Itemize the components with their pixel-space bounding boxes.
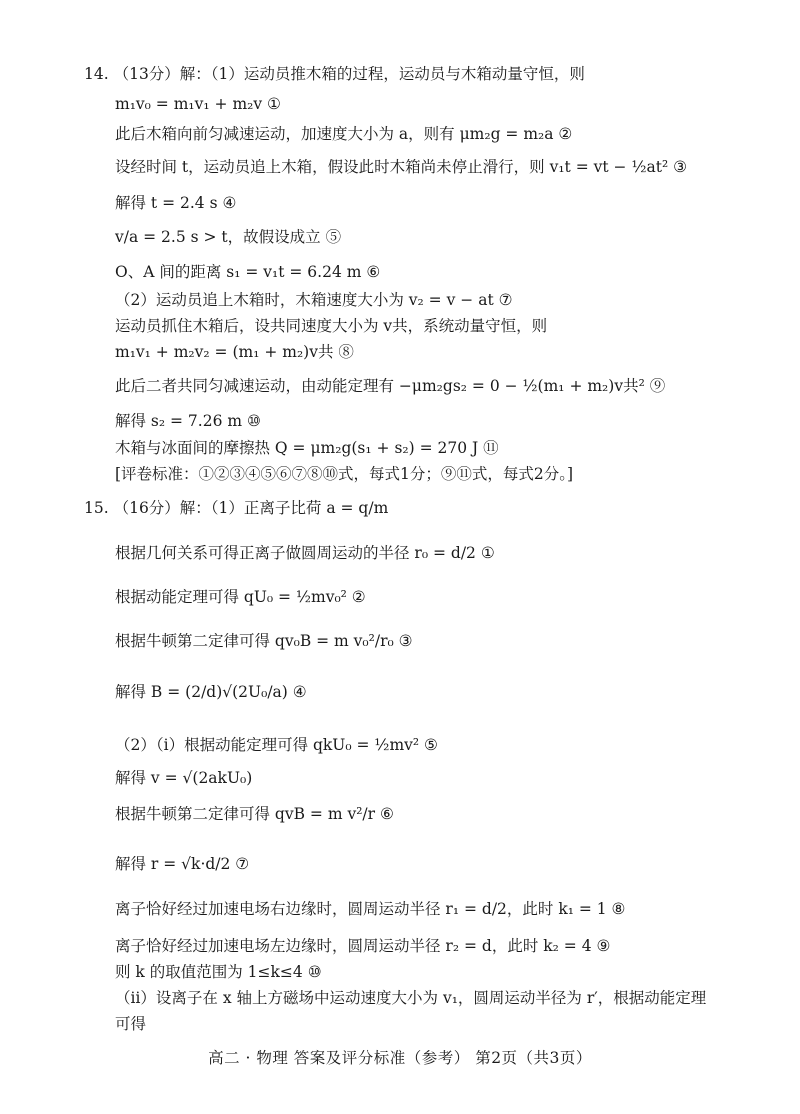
- equation-line: m₁v₁ + m₂v₂ = (m₁ + m₂)v共 ⑧: [115, 343, 354, 361]
- solution-line: 解得 v = √(2akU₀): [115, 769, 253, 787]
- solution-line: （ⅱ）设离子在 x 轴上方磁场中运动速度大小为 v₁，圆周运动半径为 r′，根据动能定理: [115, 989, 707, 1007]
- solution-line: 根据动能定理可得 qU₀ = ½mv₀² ②: [115, 588, 366, 606]
- solution-line: O、A 间的距离 s₁ = v₁t = 6.24 m ⑥: [115, 263, 381, 281]
- solution-line: 可得: [115, 1015, 147, 1033]
- solution-line: 运动员抓住木箱后，设共同速度大小为 v共，系统动量守恒，则: [115, 317, 548, 335]
- problem-14-heading: 14. （13分）解：（1）运动员推木箱的过程，运动员与木箱动量守恒，则: [84, 65, 585, 83]
- solution-line: 解得 B = (2/d)√(2U₀/a) ④: [115, 683, 307, 701]
- solution-line: 设经时间 t，运动员追上木箱，假设此时木箱尚未停止滑行，则 v₁t = vt − ½at² ③: [115, 158, 687, 176]
- solution-line: 根据牛顿第二定律可得 qv₀B = m v₀²/r₀ ③: [115, 632, 413, 650]
- solution-line: 此后木箱向前匀减速运动，加速度大小为 a，则有 μm₂g = m₂a ②: [115, 125, 573, 143]
- solution-line: 解得 r = √k·d/2 ⑦: [115, 855, 250, 873]
- solution-line: 木箱与冰面间的摩擦热 Q = μm₂g(s₁ + s₂) = 270 J ⑪: [115, 439, 499, 457]
- problem-15-heading: 15. （16分）解：（1）正离子比荷 a = q/m: [84, 499, 389, 517]
- solution-line: 根据牛顿第二定律可得 qvB = m v²/r ⑥: [115, 805, 394, 823]
- solution-line: 离子恰好经过加速电场左边缘时，圆周运动半径 r₂ = d，此时 k₂ = 4 ⑨: [115, 937, 611, 955]
- page-footer: 高二 · 物理 答案及评分标准（参考） 第2页（共3页）: [208, 1049, 592, 1067]
- equation-line: m₁v₀ = m₁v₁ + m₂v ①: [115, 95, 281, 113]
- solution-line: 则 k 的取值范围为 1≤k≤4 ⑩: [115, 963, 322, 981]
- solution-line: （2）运动员追上木箱时，木箱速度大小为 v₂ = v − at ⑦: [115, 291, 513, 309]
- solution-line: 根据几何关系可得正离子做圆周运动的半径 r₀ = d/2 ①: [115, 544, 495, 562]
- solution-line: （2）（ⅰ）根据动能定理可得 qkU₀ = ½mv² ⑤: [115, 736, 438, 754]
- solution-line: 解得 s₂ = 7.26 m ⑩: [115, 412, 261, 430]
- solution-line: 离子恰好经过加速电场右边缘时，圆周运动半径 r₁ = d/2，此时 k₁ = 1 ⑧: [115, 900, 626, 918]
- solution-line: 此后二者共同匀减速运动，由动能定理有 −μm₂gs₂ = 0 − ½(m₁ + m₂)v共² ⑨: [115, 377, 666, 395]
- grading-criteria: [评卷标准：①②③④⑤⑥⑦⑧⑩式，每式1分；⑨⑪式，每式2分。]: [115, 465, 574, 483]
- solution-line: v/a = 2.5 s > t，故假设成立 ⑤: [115, 228, 342, 246]
- solution-line: 解得 t = 2.4 s ④: [115, 194, 237, 212]
